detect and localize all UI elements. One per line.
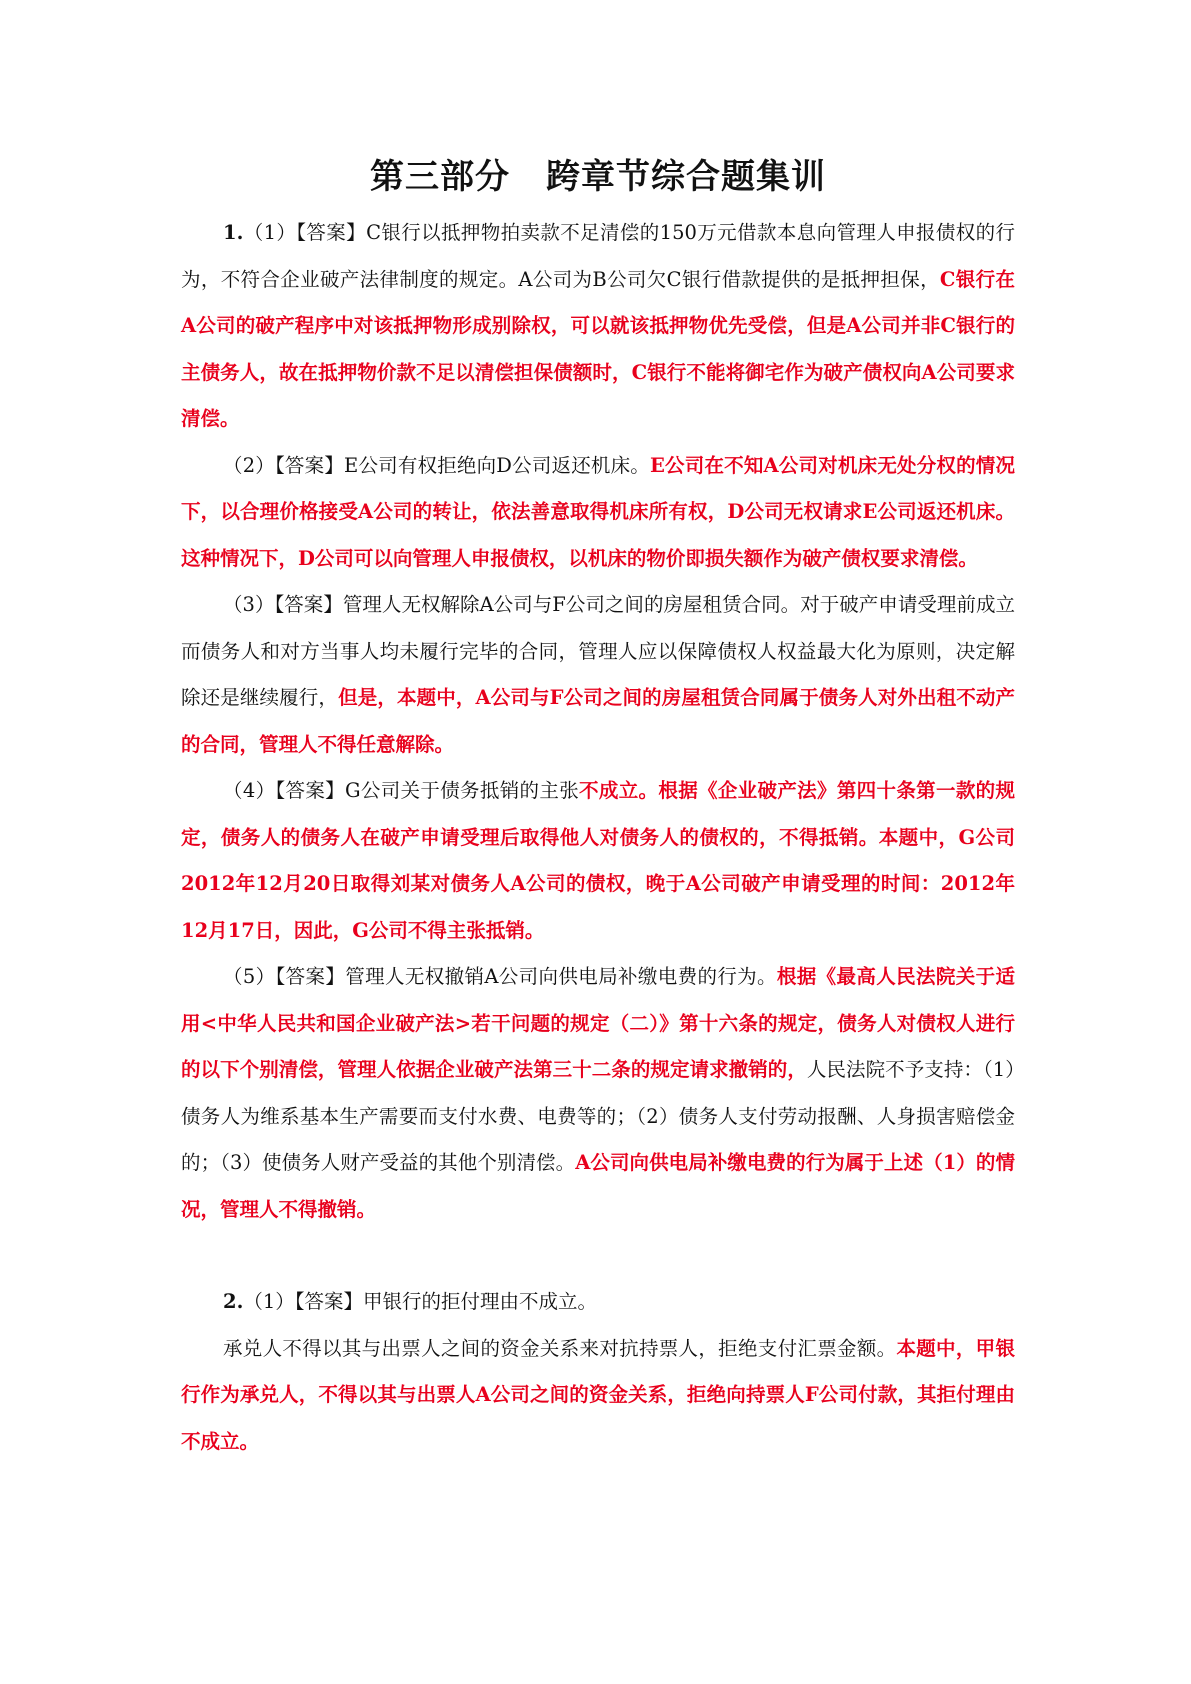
q2-number: 2.: [223, 1290, 244, 1313]
q1-answer-4: （4）【答案】G公司关于债务抵销的主张不成立。根据《企业破产法》第四十条第一款的规定，债务人的债务人在破产申请受理后取得他人对债务人的债权的，不得抵销。本题中，G公司2012年12月20日取得刘某对债务人A公司的债权，晚于A公司破产申请受理的时间：2012年12月17日，因此，G公司不得主张抵销。: [181, 779, 1015, 942]
q1-answer-4-highlight: 不成立。根据《企业破产法》第四十条第一款的规定，债务人的债务人在破产申请受理后取得他人对债务人的债权的，不得抵销。本题中，G公司2012年12月20日取得刘某对债务人A公司的债权，晚于A公司破产申请受理的时间：2012年12月17日，因此，G公司不得主张抵销。: [181, 779, 1015, 942]
q1-answer-3: （3）【答案】管理人无权解除A公司与F公司之间的房屋租赁合同。对于破产申请受理前成立而债务人和对方当事人均未履行完毕的合同，管理人应以保障债权人权益最大化为原则，决定解除还是继续履行，但是，本题中，A公司与F公司之间的房屋租赁合同属于债务人对外出租不动产的合同，管理人不得任意解除。: [181, 593, 1015, 756]
title-part-1: 第三部分: [370, 157, 510, 197]
q1-answer-1-highlight: C银行在A公司的破产程序中对该抵押物形成别除权，可以就该抵押物优先受偿，但是A公司并非C银行的主债务人，故在抵押物价款不足以清偿担保债额时，C银行不能将御宅作为破产债权向A公司要求清偿。: [181, 267, 1015, 430]
q1-answer-5-highlight: 根据《最高人民法院关于适用<中华人民共和国企业破产法>若干问题的规定（二）》第十六条的规定，债务人对债权人进行的以下个别清偿，管理人依据企业破产法第三十二条的规定请求撤销的，: [181, 965, 1015, 1081]
q1-answer-2-highlight: E公司在不知A公司对机床无处分权的情况下，以合理价格接受A公司的转让，依法善意取得机床所有权，D公司无权请求E公司返还机床。这种情况下，D公司可以向管理人申报债权，以机床的物价即损失额作为破产债权要求清偿。: [181, 453, 1015, 570]
q1-answer-1: 1.（1）【答案】C银行以抵押物拍卖款不足清偿的150万元借款本息向管理人申报债权的行为，不符合企业破产法律制度的规定。A公司为B公司欠C银行借款提供的是抵押担保，C银行在A公司的破产程序中对该抵押物形成别除权，可以就该抵押物优先受偿，但是A公司并非C银行的主债务人，故在抵押物价款不足以清偿担保债额时，C银行不能将御宅作为破产债权向A公司要求清偿。: [181, 221, 1015, 430]
q2-answer-1: 2.（1）【答案】甲银行的拒付理由不成立。: [223, 1290, 598, 1313]
title-part-2: 跨章节综合题集训: [546, 157, 826, 197]
q1-answer-5: （5）【答案】管理人无权撤销A公司向供电局补缴电费的行为。根据《最高人民法院关于适用<中华人民共和国企业破产法>若干问题的规定（二）》第十六条的规定，债务人对债权人进行的以下个别清偿，管理人依据企业破产法第三十二条的规定请求撤销的，人民法院不予支持：（1）债务人为维系基本生产需要而支付水费、电费等的；（2）债务人支付劳动报酬、人身损害赔偿金的；（3）使债务人财产受益的其他个别清偿。A公司向供电局补缴电费的行为属于上述（1）的情况，管理人不得撤销。: [181, 965, 1015, 1221]
q2-answer-1-highlight: 本题中，甲银行作为承兑人，不得以其与出票人A公司之间的资金关系，拒绝向持票人F公司付款，其拒付理由不成立。: [181, 1336, 1015, 1453]
document-content: [181, 150, 1015, 1465]
q1-answer-3-highlight: 但是，本题中，A公司与F公司之间的房屋租赁合同属于债务人对外出租不动产的合同，管理人不得任意解除。: [181, 686, 1015, 756]
q1-answer-5-conclusion: A公司向供电局补缴电费的行为属于上述（1）的情况，管理人不得撤销。: [181, 1151, 1015, 1221]
q2-answer-1-explanation: 承兑人不得以其与出票人之间的资金关系来对抗持票人，拒绝支付汇票金额。本题中，甲银行作为承兑人，不得以其与出票人A公司之间的资金关系，拒绝向持票人F公司付款，其拒付理由不成立。: [181, 1336, 1015, 1453]
page-title: [181, 150, 1015, 204]
q1-answer-2: （2）【答案】E公司有权拒绝向D公司返还机床。E公司在不知A公司对机床无处分权的情况下，以合理价格接受A公司的转让，依法善意取得机床所有权，D公司无权请求E公司返还机床。这种情况下，D公司可以向管理人申报债权，以机床的物价即损失额作为破产债权要求清偿。: [181, 453, 1015, 570]
q1-number: 1.: [223, 221, 244, 244]
section-spacer: [181, 1233, 1015, 1279]
